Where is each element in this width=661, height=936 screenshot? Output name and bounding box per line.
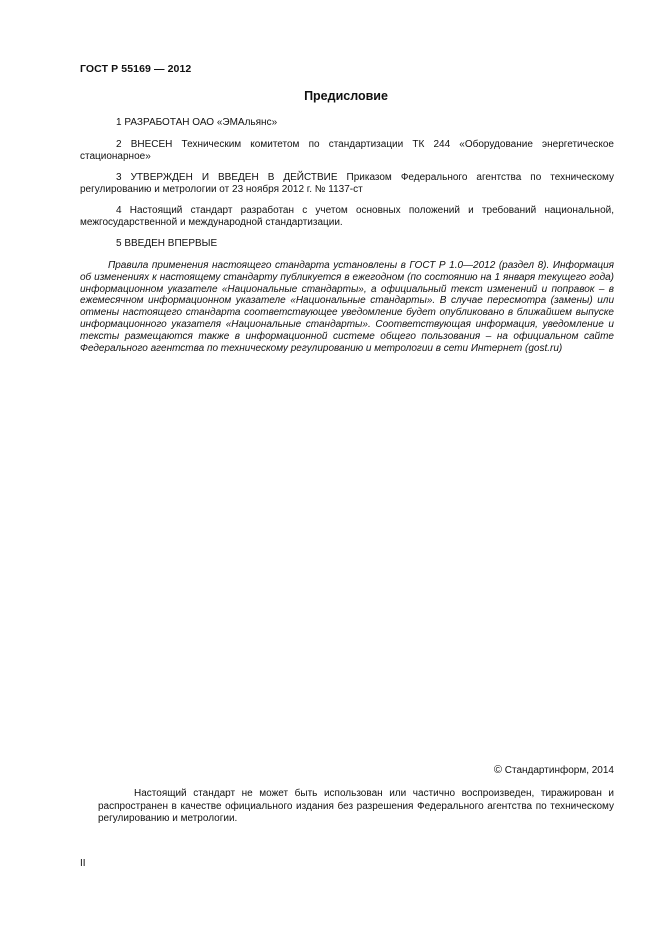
clause-basis: 4 Настоящий стандарт разработан с учетом основных положений и требований национальной, межгосударственной и международной стандартизации.	[80, 204, 614, 228]
copyright-holder: Стандартинформ, 2014	[504, 765, 614, 776]
page-number: II	[80, 858, 86, 869]
copyright-icon: ©	[493, 764, 502, 776]
foreword-clauses	[80, 117, 614, 259]
copyright-line	[494, 764, 614, 776]
section-title: Предисловие	[304, 89, 388, 103]
clause-first-introduced: 5 ВВЕДЕН ВПЕРВЫЕ	[116, 237, 218, 249]
application-rules-note: Правила применения настоящего стандарта установлены в ГОСТ Р 1.0—2012 (раздел 8). Информация об изменениях к настоящему стандарту публикуется в ежегодном (по состоянию на 1 января текущего года) информационном указателе «Национальные стандарты», а официальный текст изменений и поправок – в ежемесячном информационном указателе «Национальные стандарты». В случае пересмотра (замены) или отмены настоящего стандарта соответствующее уведомление будет опубликовано в ближайшем выпуске информационного указателя «Национальные стандарты». Соответствующая информация, уведомление и тексты размещаются также в информационной системе общего пользования – на официальном сайте Федерального агентства по техническому регулированию и метрологии в сети Интернет (gost.ru)	[80, 260, 614, 354]
standard-designation: ГОСТ Р 55169 — 2012	[80, 63, 192, 75]
reproduction-restriction: Настоящий стандарт не может быть использован или частично воспроизведен, тиражирован и распространен в качестве официального издания без разрешения Федерального агентства по техническому регулированию и метрологии.	[98, 788, 614, 824]
section-title-wrapper	[80, 89, 612, 103]
clause-developed: 1 РАЗРАБОТАН ОАО «ЭМАльянс»	[116, 117, 278, 128]
clause-approved: 3 УТВЕРЖДЕН И ВВЕДЕН В ДЕЙСТВИЕ Приказом Федерального агентства по техническому регулированию и метрологии от 23 ноября 2012 г. № 1137-ст	[80, 171, 614, 195]
clause-introduced: 2 ВНЕСЕН Техническим комитетом по стандартизации ТК 244 «Оборудование энергетическое стационарное»	[80, 138, 614, 162]
